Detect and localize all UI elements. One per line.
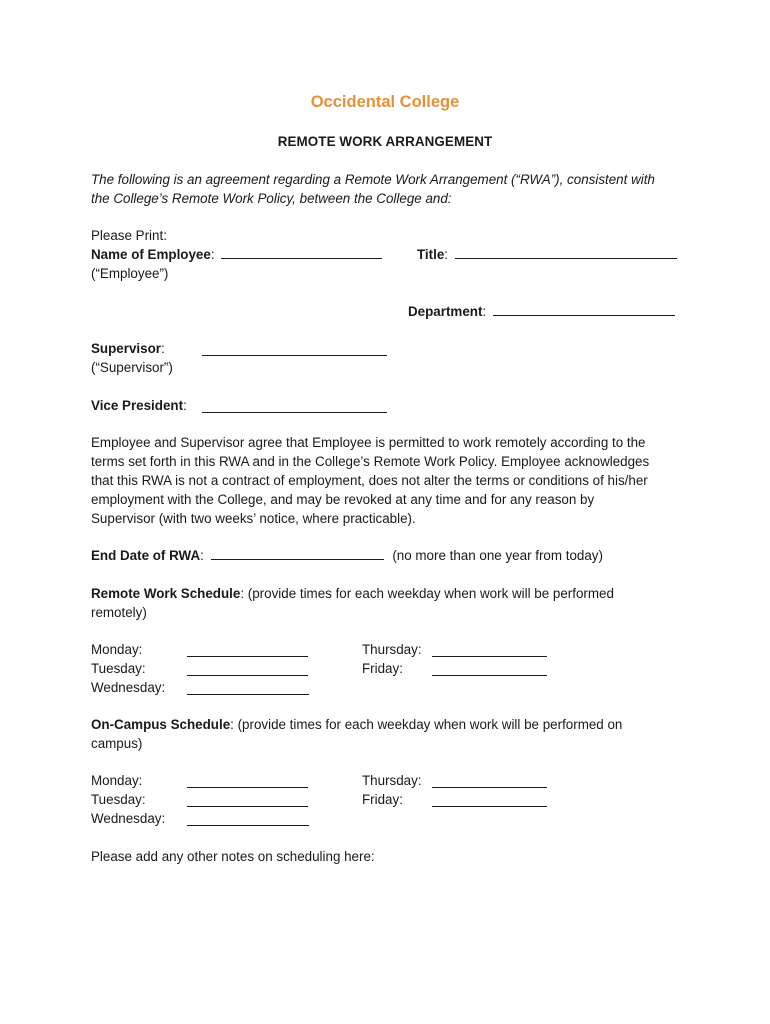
- supervisor-note: (“Supervisor”): [91, 360, 173, 375]
- remote-schedule-label: Remote Work Schedule: [91, 586, 241, 601]
- colon: :: [200, 548, 204, 563]
- document-title: REMOTE WORK ARRANGEMENT: [277, 134, 493, 149]
- intro-line-1: The following is an agreement regarding a Remote Work Arrangement (“RWA”), consistent with: [91, 172, 655, 187]
- agreement-line-1: Employee and Supervisor agree that Employee is permitted to work remotely according to the: [91, 435, 646, 450]
- colon: :: [482, 304, 487, 319]
- remote-thursday-field[interactable]: [432, 644, 547, 657]
- department-row: [408, 303, 675, 322]
- supervisor-row: [91, 340, 165, 359]
- employee-note: (“Employee”): [91, 266, 169, 281]
- campus-thursday-field[interactable]: [432, 775, 547, 788]
- vice-president-field[interactable]: [202, 400, 387, 413]
- remote-tuesday-label: Tuesday:: [91, 661, 146, 676]
- campus-tuesday-label: Tuesday:: [91, 792, 146, 807]
- campus-schedule-desc-2: campus): [91, 736, 143, 751]
- remote-friday-label: Friday:: [362, 661, 403, 676]
- colon: :: [444, 247, 449, 262]
- please-print-label: Please Print:: [91, 228, 167, 243]
- campus-thursday-label: Thursday:: [362, 773, 422, 788]
- campus-schedule-heading: [91, 716, 622, 735]
- remote-tuesday-field[interactable]: [187, 663, 308, 676]
- title-row: [417, 246, 677, 265]
- vice-president-row: [91, 397, 187, 416]
- colon: :: [210, 247, 215, 262]
- agreement-line-4: employment with the College, and may be revoked at any time and for any reason by: [91, 492, 595, 507]
- remote-thursday-label: Thursday:: [362, 642, 422, 657]
- title-field[interactable]: [455, 246, 677, 259]
- remote-schedule-desc-2: remotely): [91, 605, 147, 620]
- campus-tuesday-field[interactable]: [187, 794, 308, 807]
- colon: :: [160, 341, 165, 356]
- campus-friday-label: Friday:: [362, 792, 403, 807]
- remote-monday-field[interactable]: [187, 644, 308, 657]
- campus-monday-field[interactable]: [187, 775, 308, 788]
- remote-wednesday-label: Wednesday:: [91, 680, 166, 695]
- campus-schedule-desc: : (provide times for each weekday when work will be performed on: [230, 717, 623, 732]
- colon: :: [183, 398, 187, 413]
- supervisor-label: Supervisor: [91, 341, 161, 356]
- agreement-line-3: that this RWA is not a contract of employment, does not alter the terms or conditions of his/her: [91, 473, 648, 488]
- remote-schedule-desc: : (provide times for each weekday when work will be performed: [240, 586, 614, 601]
- campus-wednesday-label: Wednesday:: [91, 811, 166, 826]
- supervisor-field[interactable]: [202, 343, 387, 356]
- vice-president-label: Vice President: [91, 398, 184, 413]
- campus-monday-label: Monday:: [91, 773, 143, 788]
- agreement-line-5: Supervisor (with two weeks’ notice, where practicable).: [91, 511, 416, 526]
- title-label: Title: [417, 247, 445, 262]
- employee-name-label: Name of Employee: [91, 247, 211, 262]
- department-label: Department: [408, 304, 483, 319]
- employee-name-field[interactable]: [221, 246, 382, 259]
- college-name: Occidental College: [310, 93, 460, 111]
- remote-friday-field[interactable]: [432, 663, 547, 676]
- end-date-field[interactable]: [211, 547, 384, 560]
- department-field[interactable]: [493, 303, 675, 316]
- remote-monday-label: Monday:: [91, 642, 143, 657]
- notes-label: Please add any other notes on scheduling here:: [91, 849, 375, 864]
- agreement-line-2: terms set forth in this RWA and in the College’s Remote Work Policy. Employee acknowledges: [91, 454, 650, 469]
- campus-wednesday-field[interactable]: [187, 813, 309, 826]
- notes-area[interactable]: [91, 870, 681, 990]
- remote-wednesday-field[interactable]: [187, 682, 309, 695]
- end-date-note: (no more than one year from today): [392, 548, 603, 563]
- end-date-label: End Date of RWA: [91, 548, 201, 563]
- remote-schedule-heading: [91, 585, 614, 604]
- intro-line-2: the College’s Remote Work Policy, between the College and:: [91, 191, 452, 206]
- campus-friday-field[interactable]: [432, 794, 547, 807]
- employee-name-row: [91, 246, 382, 265]
- end-date-row: [91, 547, 603, 566]
- campus-schedule-label: On-Campus Schedule: [91, 717, 231, 732]
